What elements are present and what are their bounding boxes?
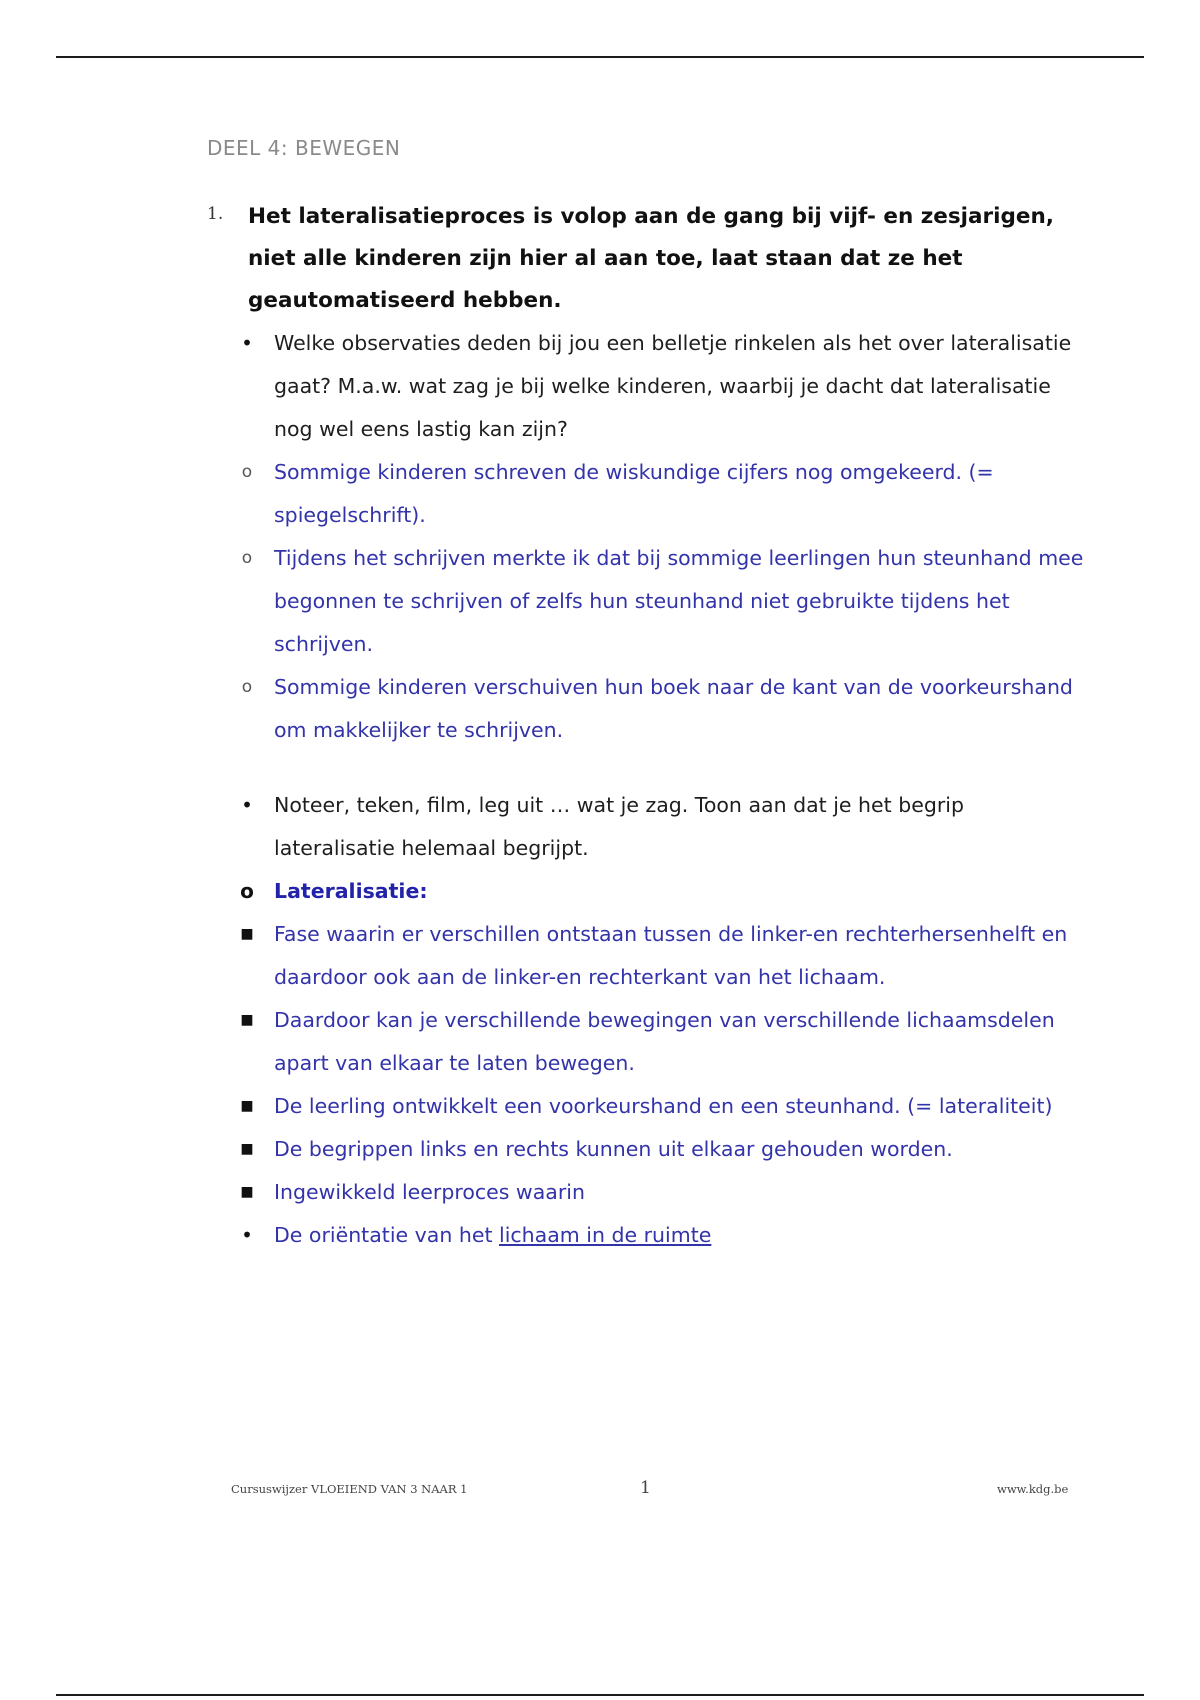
bottom-rule: [56, 1694, 1144, 1696]
definition-heading: Lateralisatie:: [274, 879, 428, 903]
square-bullet-icon: ■: [240, 1012, 254, 1028]
definition-point: [207, 1085, 1087, 1128]
bullet-icon: •: [241, 793, 253, 817]
footer-course-title: Cursuswijzer VLOEIEND VAN 3 NAAR 1: [231, 1482, 468, 1496]
question-text: Het lateralisatieproces is volop aan de gang bij vijf- en zesjarigen, niet alle kinderen zijn hier al aan toe, laat staan dat ze het geautomatiseerd hebben.: [248, 204, 1054, 313]
circle-bullet-icon: o: [241, 677, 253, 697]
observation-item: [207, 537, 1087, 666]
definition-text: De begrippen links en rechts kunnen uit elkaar gehouden worden.: [274, 1137, 953, 1161]
circle-bullet-icon: o: [241, 462, 253, 482]
bullet-icon: •: [241, 1223, 253, 1247]
bullet-icon: •: [241, 331, 253, 355]
definition-point: [207, 1128, 1087, 1171]
page-number: 1: [640, 1478, 651, 1498]
prompt-text: Welke observaties deden bij jou een belletje rinkelen als het over lateralisatie gaat? M.a.w. wat zag je bij welke kinderen, waarbij je dacht dat lateralisatie nog wel eens lastig kan zijn?: [274, 331, 1072, 441]
observation-item: [207, 666, 1087, 752]
document-body: [207, 196, 1087, 1257]
section-header: DEEL 4: BEWEGEN: [207, 136, 401, 160]
definition-point: [207, 1171, 1087, 1214]
observation-item: [207, 451, 1087, 537]
definition-point: [207, 913, 1087, 999]
square-bullet-icon: ■: [240, 1184, 254, 1200]
question-block: [207, 196, 1087, 322]
observation-text: Sommige kinderen schreven de wiskundige cijfers nog omgekeerd. (= spiegelschrift).: [274, 460, 994, 527]
definition-text: De leerling ontwikkelt een voorkeurshand en een steunhand. (= lateraliteit): [274, 1094, 1053, 1118]
square-bullet-icon: ■: [240, 926, 254, 942]
definition-point: [207, 999, 1087, 1085]
question-number: 1.: [207, 204, 224, 224]
square-bullet-icon: ■: [240, 1141, 254, 1157]
observation-text: Tijdens het schrijven merkte ik dat bij sommige leerlingen hun steunhand mee begonnen te schrijven of zelfs hun steunhand niet gebruikte tijdens het schrijven.: [274, 546, 1084, 656]
footer-website: www.kdg.be: [997, 1482, 1069, 1496]
prompt-text: Noteer, teken, film, leg uit … wat je zag. Toon aan dat je het begrip lateralisatie helemaal begrijpt.: [274, 793, 964, 860]
circle-bullet-icon: o: [241, 548, 253, 568]
definition-text: Daardoor kan je verschillende bewegingen van verschillende lichaamsdelen apart van elkaar te laten bewegen.: [274, 1008, 1055, 1075]
square-bullet-icon: ■: [240, 1098, 254, 1114]
spacer: [207, 752, 1087, 784]
prompt-item: [207, 322, 1087, 451]
underlined-phrase: lichaam in de ruimte: [499, 1223, 712, 1247]
definition-text: Fase waarin er verschillen ontstaan tussen de linker-en rechterhersenhelft en daardoor ook aan de linker-en rechterkant van het lichaam.: [274, 922, 1068, 989]
definition-heading-item: [207, 870, 1087, 913]
definition-point: [207, 1214, 1087, 1257]
definition-text: [274, 1223, 711, 1247]
circle-bullet-icon: o: [240, 879, 254, 903]
last-point-prefix: De oriëntatie van het: [274, 1223, 500, 1247]
prompt-item: [207, 784, 1087, 870]
definition-text: Ingewikkeld leerproces waarin: [274, 1180, 585, 1204]
observation-text: Sommige kinderen verschuiven hun boek naar de kant van de voorkeurshand om makkelijker te schrijven.: [274, 675, 1073, 742]
top-rule: [56, 56, 1144, 58]
